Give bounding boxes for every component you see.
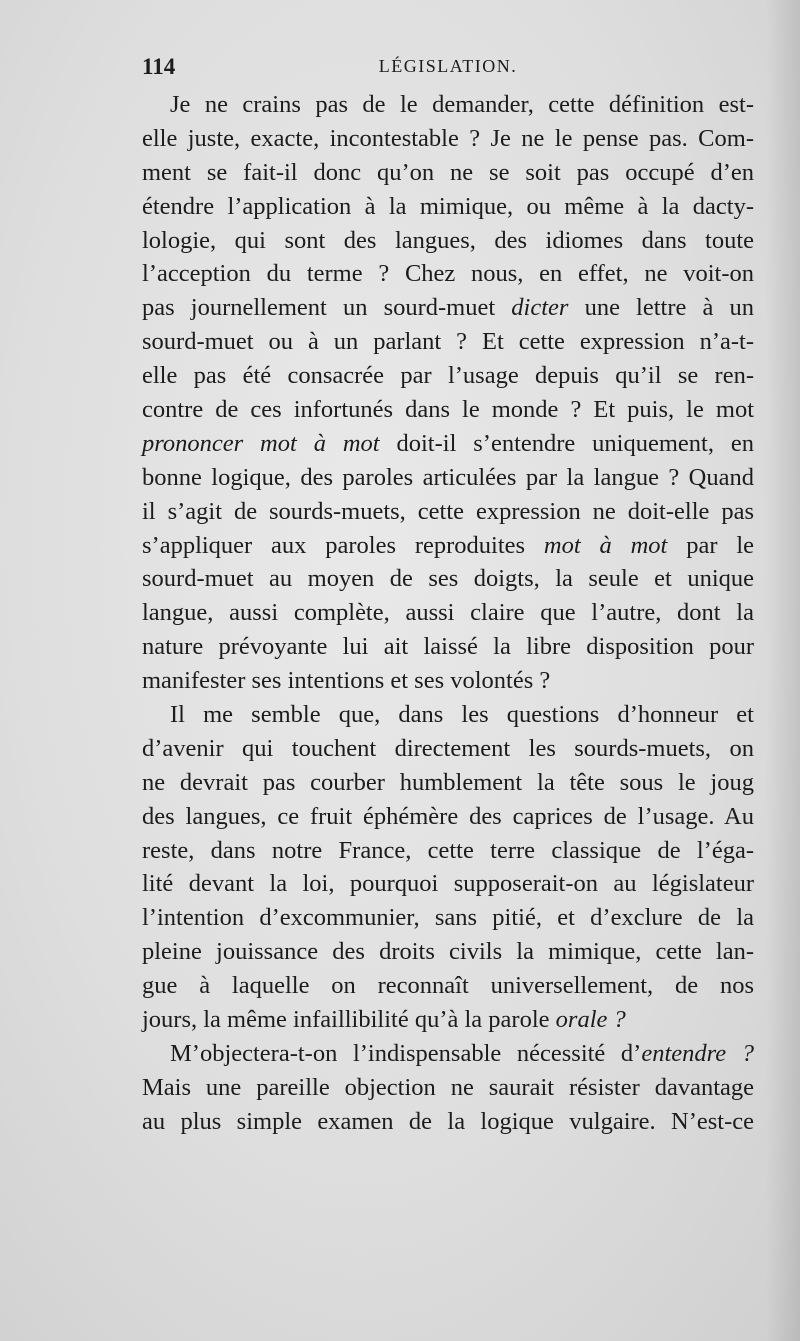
text-run: M’objectera-t-on l’indispensable nécessité d’ bbox=[170, 1039, 642, 1067]
text-run: contre de ces infortunés dans le monde ? Et puis, le mot bbox=[142, 396, 754, 424]
text-line bbox=[142, 224, 754, 258]
text-line bbox=[142, 122, 754, 156]
text-run: au plus simple examen de la logique vulgaire. N’est-ce bbox=[142, 1107, 754, 1135]
text-run: ment se fait-il donc qu’on ne se soit pas occupé d’en bbox=[142, 158, 754, 186]
text-run: Mais une pareille objection ne saurait résister davantage bbox=[142, 1073, 754, 1101]
text-run: elle pas été consacrée par l’usage depuis qu’il se ren- bbox=[142, 362, 754, 390]
text-line bbox=[142, 800, 754, 834]
text-line bbox=[142, 529, 754, 563]
text-run: pas journellement un sourd-muet bbox=[142, 294, 512, 322]
paragraph bbox=[142, 1037, 754, 1139]
text-line bbox=[142, 732, 754, 766]
italic-text: dicter bbox=[511, 294, 569, 322]
text-line bbox=[142, 698, 754, 732]
text-run: par le bbox=[667, 531, 755, 559]
text-run: d’avenir qui touchent directement les sourds-muets, on bbox=[142, 734, 754, 762]
text-run: sourd-muet ou à un parlant ? Et cette expression n’a-t- bbox=[142, 328, 754, 356]
text-run: elle juste, exacte, incontestable ? Je ne le pense pas. Com- bbox=[142, 124, 754, 152]
text-run: ne devrait pas courber humblement la tête sous le joug bbox=[142, 768, 754, 796]
paragraph bbox=[142, 698, 754, 1037]
text-run: lologie, qui sont des langues, des idiomes dans toute bbox=[142, 226, 754, 254]
text-run: jours, la même infaillibilité qu’à la parole bbox=[142, 1006, 556, 1034]
text-line bbox=[142, 766, 754, 800]
body-text bbox=[142, 88, 754, 1139]
text-run: manifester ses intentions et ses volontés ? bbox=[142, 667, 551, 695]
text-run: bonne logique, des paroles articulées par la langue ? Quand bbox=[142, 463, 754, 491]
italic-text: entendre ? bbox=[641, 1039, 754, 1067]
text-line bbox=[142, 1003, 754, 1037]
text-run: reste, dans notre France, cette terre classique de l’éga- bbox=[142, 836, 754, 864]
text-line bbox=[142, 1037, 754, 1071]
text-line bbox=[142, 969, 754, 1003]
text-line bbox=[142, 1071, 754, 1105]
text-line bbox=[142, 630, 754, 664]
text-line bbox=[142, 156, 754, 190]
text-run: gue à laquelle on reconnaît universellement, de nos bbox=[142, 972, 754, 1000]
text-run: sourd-muet au moyen de ses doigts, la seule et unique bbox=[142, 565, 754, 593]
text-run: pleine jouissance des droits civils la mimique, cette lan- bbox=[142, 938, 754, 966]
page-number: 114 bbox=[142, 54, 176, 79]
italic-text: prononcer mot à mot bbox=[142, 429, 380, 457]
text-run: doit-il s’entendre uniquement, en bbox=[379, 429, 754, 457]
text-line bbox=[142, 427, 754, 461]
text-line bbox=[142, 901, 754, 935]
text-run: langue, aussi complète, aussi claire que l’autre, dont la bbox=[142, 599, 754, 627]
text-run: Il me semble que, dans les questions d’honneur et bbox=[170, 701, 754, 729]
text-line bbox=[142, 325, 754, 359]
text-line bbox=[142, 562, 754, 596]
text-line bbox=[142, 190, 754, 224]
text-line bbox=[142, 1105, 754, 1139]
running-title: LÉGISLATION. bbox=[378, 56, 518, 76]
text-line bbox=[142, 359, 754, 393]
text-run: l’acception du terme ? Chez nous, en effet, ne voit-on bbox=[142, 260, 754, 288]
text-run: nature prévoyante lui ait laissé la libre disposition pour bbox=[142, 633, 754, 661]
text-line bbox=[142, 935, 754, 969]
text-run: il s’agit de sourds-muets, cette expression ne doit-elle pas bbox=[142, 497, 754, 525]
running-head bbox=[142, 54, 754, 84]
text-line bbox=[142, 461, 754, 495]
text-line bbox=[142, 393, 754, 427]
text-line bbox=[142, 495, 754, 529]
text-run: des langues, ce fruit éphémère des caprices de l’usage. Au bbox=[142, 802, 754, 830]
text-run: une lettre à un bbox=[568, 294, 754, 322]
text-line bbox=[142, 291, 754, 325]
text-line bbox=[142, 834, 754, 868]
text-line bbox=[142, 596, 754, 630]
italic-text: mot à mot bbox=[543, 531, 668, 559]
text-line bbox=[142, 88, 754, 122]
text-run: Je ne crains pas de le demander, cette définition est- bbox=[170, 91, 754, 118]
text-run: l’intention d’excommunier, sans pitié, et d’exclure de la bbox=[142, 904, 754, 932]
text-run: lité devant la loi, pourquoi supposerait-on au législateur bbox=[142, 870, 754, 898]
text-line bbox=[142, 664, 754, 698]
text-run: s’appliquer aux paroles reproduites bbox=[142, 531, 544, 559]
italic-text: orale ? bbox=[555, 1006, 626, 1034]
paragraph bbox=[142, 88, 754, 698]
text-run: étendre l’application à la mimique, ou même à la dacty- bbox=[142, 192, 754, 220]
text-line bbox=[142, 257, 754, 291]
text-line bbox=[142, 867, 754, 901]
